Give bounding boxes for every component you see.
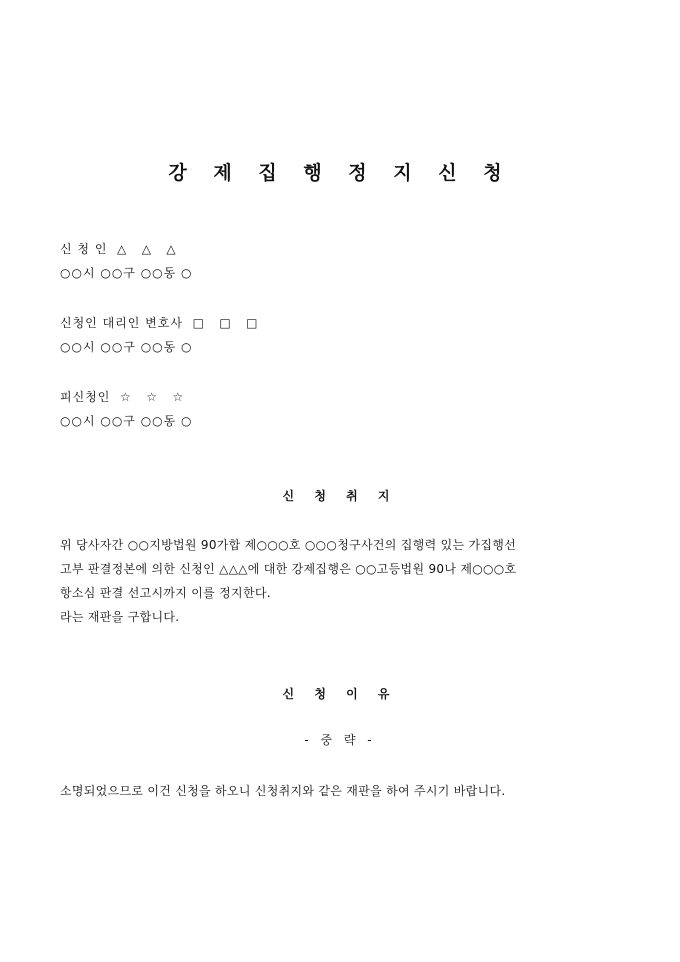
applicant-block xyxy=(60,237,193,285)
purpose-line: 위 당사자간 ○○지방법원 90가합 제○○○호 ○○○청구사건의 집행력 있는 가집행선 xyxy=(60,538,517,552)
attorney-address: ○○시 ○○구 ○○동 ○ xyxy=(60,340,193,354)
respondent-block xyxy=(60,385,193,433)
purpose-body xyxy=(60,533,630,629)
respondent-address: ○○시 ○○구 ○○동 ○ xyxy=(60,414,193,428)
attorney-block xyxy=(60,311,259,359)
conclusion-text: 소명되었으므로 이건 신청을 하오니 신청취지와 같은 재판을 하여 주시기 바랍니다. xyxy=(60,784,506,798)
document-title: 강 제 집 행 정 지 신 청 xyxy=(168,162,512,184)
purpose-line: 고부 판결정본에 의한 신청인 △△△에 대한 강제집행은 ○○고등법원 90나 제○○○호 xyxy=(60,562,517,576)
applicant-address: ○○시 ○○구 ○○동 ○ xyxy=(60,266,193,280)
purpose-heading: 신 청 취 지 xyxy=(282,489,398,503)
omitted-marker: - 중 략 - xyxy=(304,733,376,747)
purpose-line: 라는 재판을 구합니다. xyxy=(60,610,180,624)
attorney-name: 신청인 대리인 변호사 □ □ □ xyxy=(60,316,259,330)
respondent-name: 피신청인 ☆ ☆ ☆ xyxy=(60,390,185,404)
purpose-line: 항소심 판결 선고시까지 이를 정지한다. xyxy=(60,586,271,600)
reason-heading: 신 청 이 유 xyxy=(282,687,398,701)
applicant-name: 신 청 인 △ △ △ xyxy=(60,242,177,256)
